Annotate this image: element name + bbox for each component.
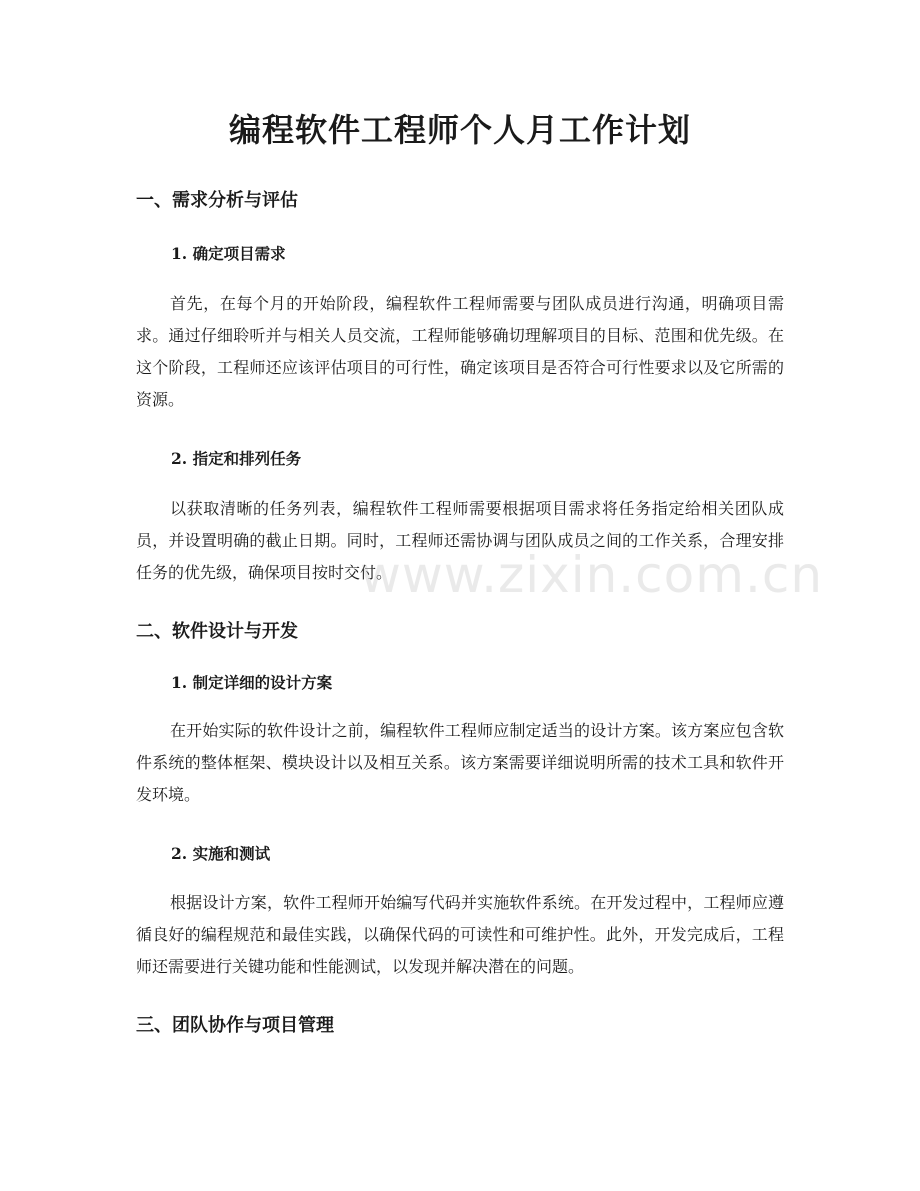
subsection-heading-assign-tasks: 2. 指定和排列任务: [171, 449, 302, 468]
paragraph-design-plan: 在开始实际的软件设计之前，编程软件工程师应制定适当的设计方案。该方案应包含软件系统的整体框架、模块设计以及相互关系。该方案需要详细说明所需的技术工具和软件开发环境。: [136, 721, 784, 804]
section-heading-design-development: 二、软件设计与开发: [136, 621, 298, 642]
section-heading-requirements: 一、需求分析与评估: [136, 190, 298, 211]
paragraph-assign-tasks: 以获取清晰的任务列表，编程软件工程师需要根据项目需求将任务指定给相关团队成员，并设置明确的截止日期。同时，工程师还需协调与团队成员之间的工作关系，合理安排任务的优先级，确保项目按时交付。: [136, 499, 784, 582]
section-heading-team-collaboration: 三、团队协作与项目管理: [136, 1015, 334, 1036]
paragraph-implement-test: 根据设计方案，软件工程师开始编写代码并实施软件系统。在开发过程中，工程师应遵循良好的编程规范和最佳实践，以确保代码的可读性和可维护性。此外，开发完成后，工程师还需要进行关键功能和性能测试，以发现并解决潜在的问题。: [136, 893, 784, 976]
watermark-text: www.zixin.com.cn: [360, 546, 824, 604]
subsection-heading-confirm-requirements: 1. 确定项目需求: [171, 244, 286, 263]
subsection-heading-implement-test: 2. 实施和测试: [171, 844, 271, 863]
subsection-heading-design-plan: 1. 制定详细的设计方案: [171, 673, 333, 692]
paragraph-confirm-requirements: 首先，在每个月的开始阶段，编程软件工程师需要与团队成员进行沟通，明确项目需求。通过仔细聆听并与相关人员交流，工程师能够确切理解项目的目标、范围和优先级。在这个阶段，工程师还应该评估项目的可行性，确定该项目是否符合可行性要求以及它所需的资源。: [136, 294, 784, 409]
document-title: 编程软件工程师个人月工作计划: [228, 111, 691, 149]
